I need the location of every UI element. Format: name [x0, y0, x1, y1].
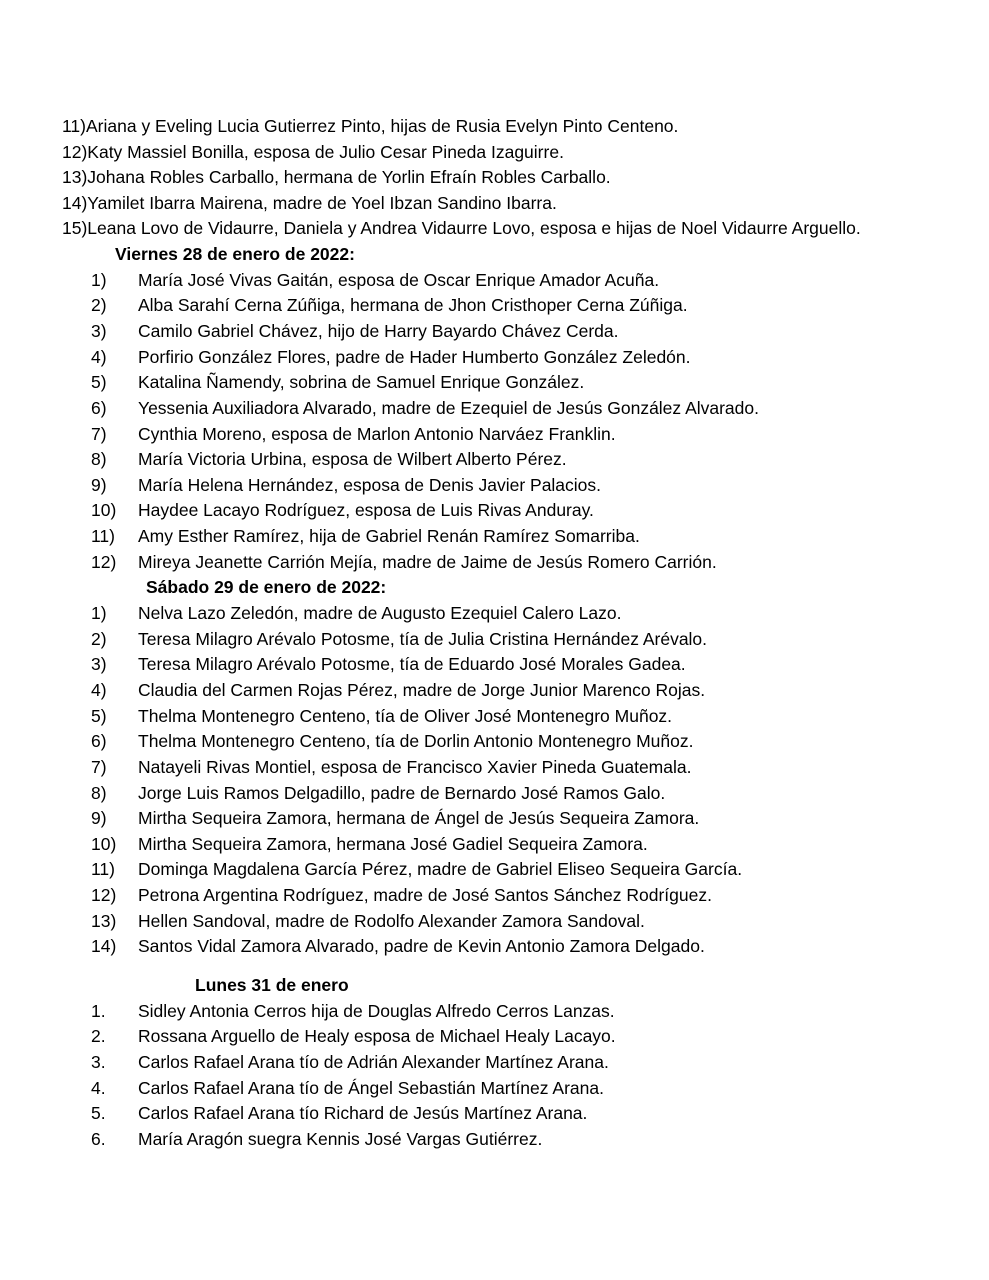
item-text: Carlos Rafael Arana tío Richard de Jesús Martínez Arana.: [138, 1103, 588, 1123]
list-item: [0, 270, 989, 290]
item-number: 3): [91, 654, 107, 674]
list-item: [0, 500, 989, 520]
item-text: Teresa Milagro Arévalo Potosme, tía de Eduardo José Morales Gadea.: [138, 654, 686, 674]
item-text: Alba Sarahí Cerna Zúñiga, hermana de Jhon Cristhoper Cerna Zúñiga.: [138, 295, 688, 315]
item-number: 2.: [91, 1026, 106, 1046]
item-text: María Aragón suegra Kennis José Vargas Gutiérrez.: [138, 1129, 543, 1149]
item-text: María Helena Hernández, esposa de Denis Javier Palacios.: [138, 475, 602, 495]
list-item: [0, 1078, 989, 1098]
item-number: 1.: [91, 1001, 106, 1021]
list-item: [0, 1026, 989, 1046]
list-item: [0, 552, 989, 572]
item-text: Haydee Lacayo Rodríguez, esposa de Luis Rivas Anduray.: [138, 500, 594, 520]
item-number: 3): [91, 321, 107, 341]
list-item: [0, 808, 989, 828]
list-item: [0, 731, 989, 751]
item-number: 1): [91, 603, 107, 623]
item-number: 6.: [91, 1129, 106, 1149]
section-heading: Sábado 29 de enero de 2022:: [146, 577, 387, 597]
item-text: Nelva Lazo Zeledón, madre de Augusto Ezequiel Calero Lazo.: [138, 603, 622, 623]
item-number: 4): [91, 680, 107, 700]
item-number: 9): [91, 475, 107, 495]
item-text: Mirtha Sequeira Zamora, hermana de Ángel de Jesús Sequeira Zamora.: [138, 808, 700, 828]
item-text: Natayeli Rivas Montiel, esposa de Francisco Xavier Pineda Guatemala.: [138, 757, 692, 777]
list-item: [0, 526, 989, 546]
list-item: [0, 834, 989, 854]
item-number: 10): [91, 834, 117, 854]
continuation-item: 14)Yamilet Ibarra Mairena, madre de Yoel Ibzan Sandino Ibarra.: [62, 193, 557, 213]
item-number: 5): [91, 706, 107, 726]
item-number: 2): [91, 629, 107, 649]
item-number: 8): [91, 449, 107, 469]
item-number: 11): [91, 526, 115, 546]
item-text: Yessenia Auxiliadora Alvarado, madre de Ezequiel de Jesús González Alvarado.: [138, 398, 759, 418]
list-item: [0, 424, 989, 444]
list-item: [0, 321, 989, 341]
list-item: [0, 706, 989, 726]
item-number: 7): [91, 757, 107, 777]
item-text: Jorge Luis Ramos Delgadillo, padre de Bernardo José Ramos Galo.: [138, 783, 666, 803]
list-item: [0, 475, 989, 495]
list-item: [0, 936, 989, 956]
item-text: Hellen Sandoval, madre de Rodolfo Alexander Zamora Sandoval.: [138, 911, 645, 931]
item-number: 6): [91, 398, 107, 418]
item-text: Thelma Montenegro Centeno, tía de Dorlin Antonio Montenegro Muñoz.: [138, 731, 694, 751]
list-item: [0, 654, 989, 674]
item-number: 13): [91, 911, 117, 931]
item-text: María Victoria Urbina, esposa de Wilbert Alberto Pérez.: [138, 449, 567, 469]
item-text: Camilo Gabriel Chávez, hijo de Harry Bayardo Chávez Cerda.: [138, 321, 619, 341]
item-text: Thelma Montenegro Centeno, tía de Oliver José Montenegro Muñoz.: [138, 706, 673, 726]
section-heading: Viernes 28 de enero de 2022:: [115, 244, 355, 264]
item-text: Claudia del Carmen Rojas Pérez, madre de Jorge Junior Marenco Rojas.: [138, 680, 706, 700]
item-number: 3.: [91, 1052, 106, 1072]
list-item: [0, 783, 989, 803]
item-text: Sidley Antonia Cerros hija de Douglas Alfredo Cerros Lanzas.: [138, 1001, 615, 1021]
item-number: 4.: [91, 1078, 106, 1098]
continuation-item: 11)Ariana y Eveling Lucia Gutierrez Pinto, hijas de Rusia Evelyn Pinto Centeno.: [62, 116, 679, 136]
list-item: [0, 629, 989, 649]
item-text: Petrona Argentina Rodríguez, madre de José Santos Sánchez Rodríguez.: [138, 885, 712, 905]
list-item: [0, 398, 989, 418]
item-number: 6): [91, 731, 107, 751]
item-text: Mirtha Sequeira Zamora, hermana José Gadiel Sequeira Zamora.: [138, 834, 648, 854]
item-number: 8): [91, 783, 107, 803]
item-number: 11): [91, 859, 115, 879]
item-text: Dominga Magdalena García Pérez, madre de Gabriel Eliseo Sequeira García.: [138, 859, 743, 879]
item-number: 1): [91, 270, 107, 290]
item-text: Carlos Rafael Arana tío de Ángel Sebastián Martínez Arana.: [138, 1078, 604, 1098]
item-text: Cynthia Moreno, esposa de Marlon Antonio Narváez Franklin.: [138, 424, 616, 444]
list-item: [0, 885, 989, 905]
list-item: [0, 603, 989, 623]
item-text: Santos Vidal Zamora Alvarado, padre de Kevin Antonio Zamora Delgado.: [138, 936, 705, 956]
item-number: 2): [91, 295, 107, 315]
item-number: 4): [91, 347, 107, 367]
list-item: [0, 1001, 989, 1021]
list-item: [0, 1103, 989, 1123]
item-number: 12): [91, 885, 117, 905]
continuation-item: 12)Katy Massiel Bonilla, esposa de Julio Cesar Pineda Izaguirre.: [62, 142, 564, 162]
item-number: 14): [91, 936, 117, 956]
continuation-item: 15)Leana Lovo de Vidaurre, Daniela y Andrea Vidaurre Lovo, esposa e hijas de Noel Vidaurre Arguello.: [62, 218, 861, 238]
item-text: Mireya Jeanette Carrión Mejía, madre de Jaime de Jesús Romero Carrión.: [138, 552, 717, 572]
item-number: 7): [91, 424, 107, 444]
item-text: Katalina Ñamendy, sobrina de Samuel Enrique González.: [138, 372, 585, 392]
item-number: 5.: [91, 1103, 106, 1123]
item-number: 12): [91, 552, 117, 572]
list-item: [0, 1052, 989, 1072]
section-heading: Lunes 31 de enero: [195, 975, 349, 995]
list-item: [0, 859, 989, 879]
list-item: [0, 449, 989, 469]
list-item: [0, 680, 989, 700]
item-number: 10): [91, 500, 117, 520]
list-item: [0, 295, 989, 315]
list-item: [0, 1129, 989, 1149]
list-item: [0, 911, 989, 931]
item-number: 5): [91, 372, 107, 392]
item-text: María José Vivas Gaitán, esposa de Oscar Enrique Amador Acuña.: [138, 270, 660, 290]
item-text: Porfirio González Flores, padre de Hader Humberto González Zeledón.: [138, 347, 691, 367]
continuation-item: 13)Johana Robles Carballo, hermana de Yorlin Efraín Robles Carballo.: [62, 167, 611, 187]
list-item: [0, 347, 989, 367]
list-item: [0, 757, 989, 777]
item-text: Teresa Milagro Arévalo Potosme, tía de Julia Cristina Hernández Arévalo.: [138, 629, 708, 649]
item-text: Rossana Arguello de Healy esposa de Michael Healy Lacayo.: [138, 1026, 616, 1046]
item-text: Amy Esther Ramírez, hija de Gabriel Renán Ramírez Somarriba.: [138, 526, 640, 546]
item-number: 9): [91, 808, 107, 828]
list-item: [0, 372, 989, 392]
item-text: Carlos Rafael Arana tío de Adrián Alexander Martínez Arana.: [138, 1052, 609, 1072]
